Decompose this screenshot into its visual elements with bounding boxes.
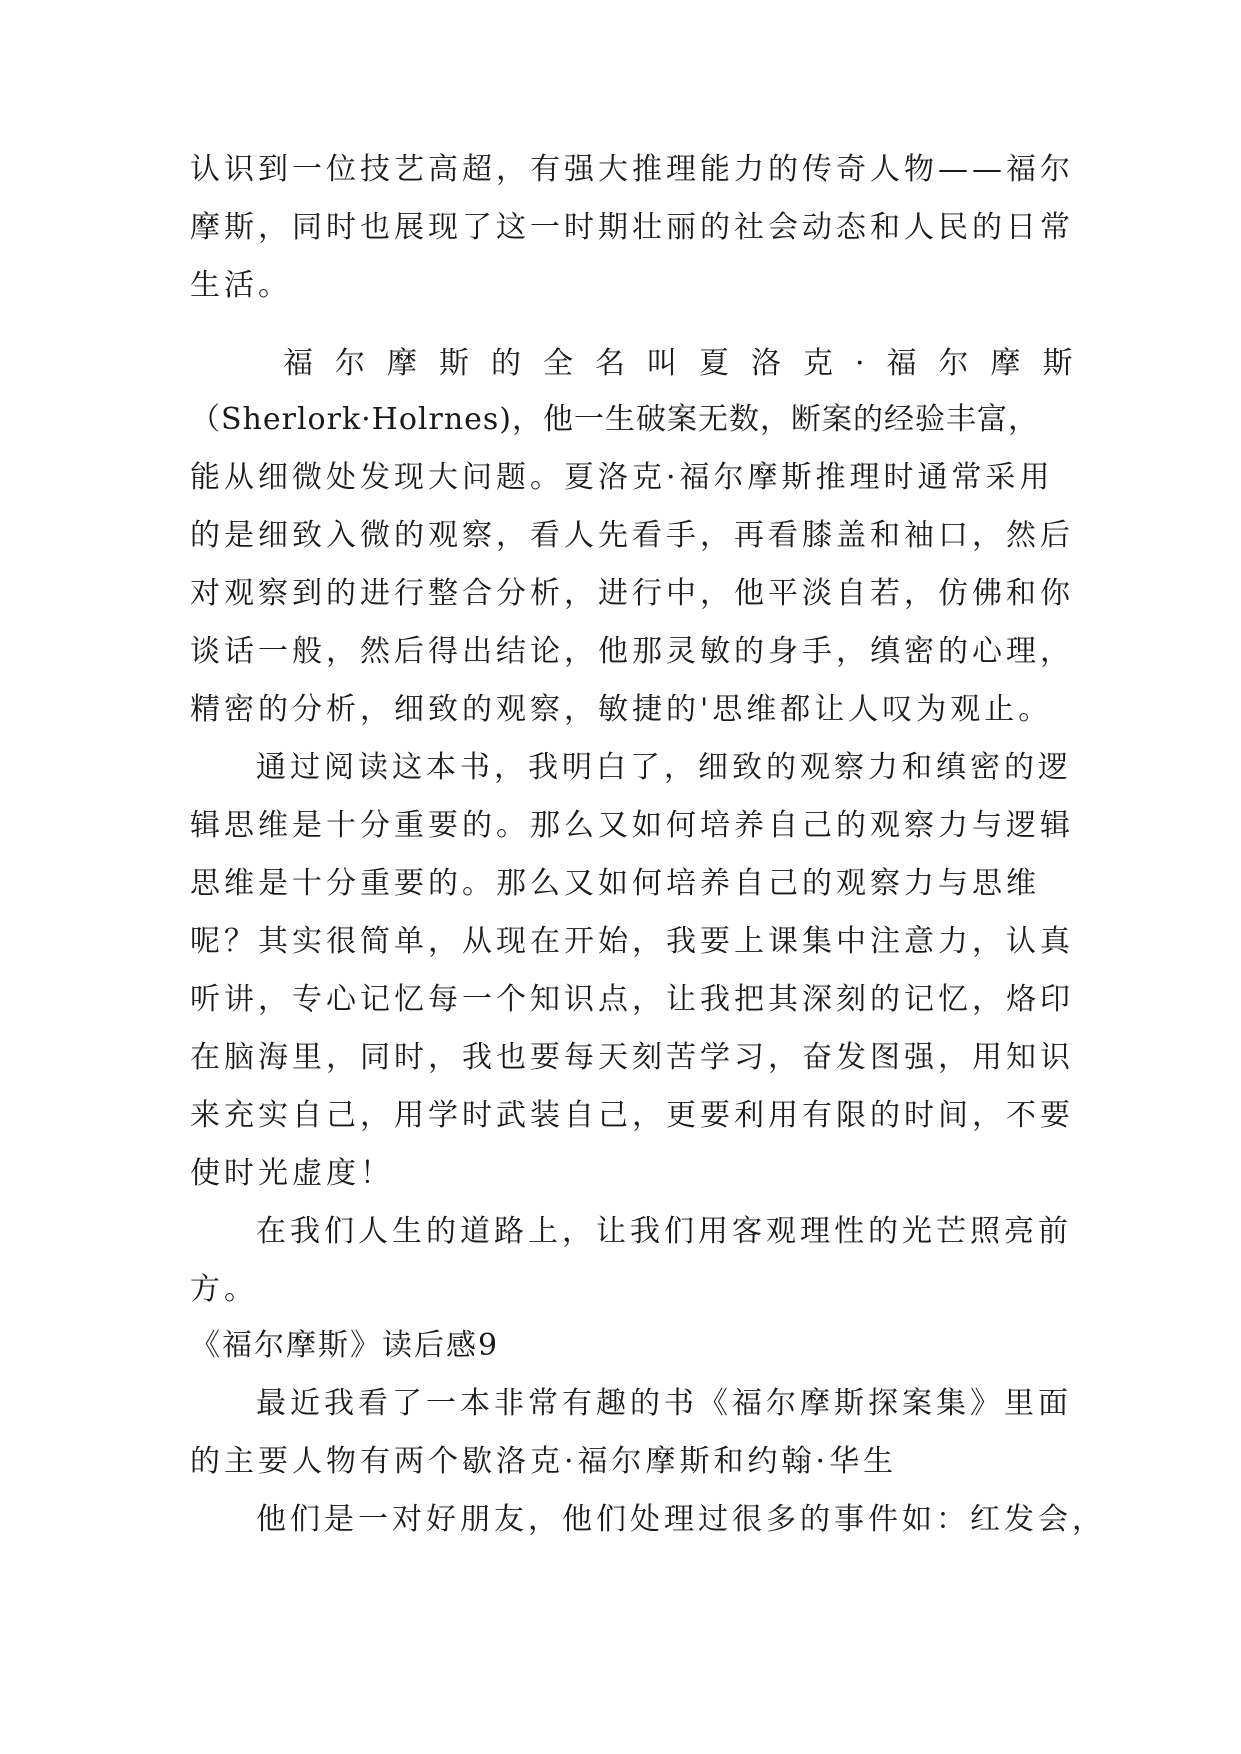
text-line: 对观察到的进行整合分析，进行中，他平淡自若，仿佛和你 [190,576,1074,611]
section-heading: 《福尔摩斯》读后感9 [190,1328,500,1363]
text-line: 使时光虚度！ [190,1156,394,1191]
text-line: 生活。 [190,268,292,303]
text-line: 认识到一位技艺高超，有强大推理能力的传奇人物——福尔 [190,152,1074,187]
text-line: 辑思维是十分重要的。那么又如何培养自己的观察力与逻辑 [190,808,1074,843]
text-line: 的是细致入微的观察，看人先看手，再看膝盖和袖口，然后 [190,518,1074,553]
text-line: 来充实自己，用学时武装自己，更要利用有限的时间，不要 [190,1098,1074,1133]
text-line: 谈话一般，然后得出结论，他那灵敏的身手，缜密的心理， [190,634,1074,669]
text-line: 方。 [190,1272,258,1307]
text-line: 福尔摩斯的全名叫夏洛克·福尔摩斯 [283,346,1095,381]
text-line: （Sherlork·Holrnes)，他一生破案无数，断案的经验丰富， [190,402,1040,437]
text-line: 精密的分析，细致的观察，敏捷的'思维都让人叹为观止。 [190,692,1053,727]
text-line: 的主要人物有两个歇洛克·福尔摩斯和约翰·华生 [190,1444,898,1479]
text-line: 摩斯，同时也展现了这一时期壮丽的社会动态和人民的日常 [190,210,1074,245]
text-line: 最近我看了一本非常有趣的书《福尔摩斯探案集》里面 [256,1386,1072,1421]
text-line: 在脑海里，同时，我也要每天刻苦学习，奋发图强，用知识 [190,1040,1074,1075]
text-line: 听讲，专心记忆每一个知识点，让我把其深刻的记忆，烙印 [190,982,1074,1017]
text-line: 呢？其实很简单，从现在开始，我要上课集中注意力，认真 [190,924,1074,959]
text-line: 在我们人生的道路上，让我们用客观理性的光芒照亮前 [256,1214,1072,1249]
text-line: 他们是一对好朋友，他们处理过很多的事件如：红发会， [256,1502,1106,1537]
text-line: 思维是十分重要的。那么又如何培养自己的观察力与思维 [190,866,1040,901]
text-line: 通过阅读这本书，我明白了，细致的观察力和缜密的逻 [256,750,1072,785]
text-line: 能从细微处发现大问题。夏洛克·福尔摩斯推理时通常采用 [190,460,1054,495]
